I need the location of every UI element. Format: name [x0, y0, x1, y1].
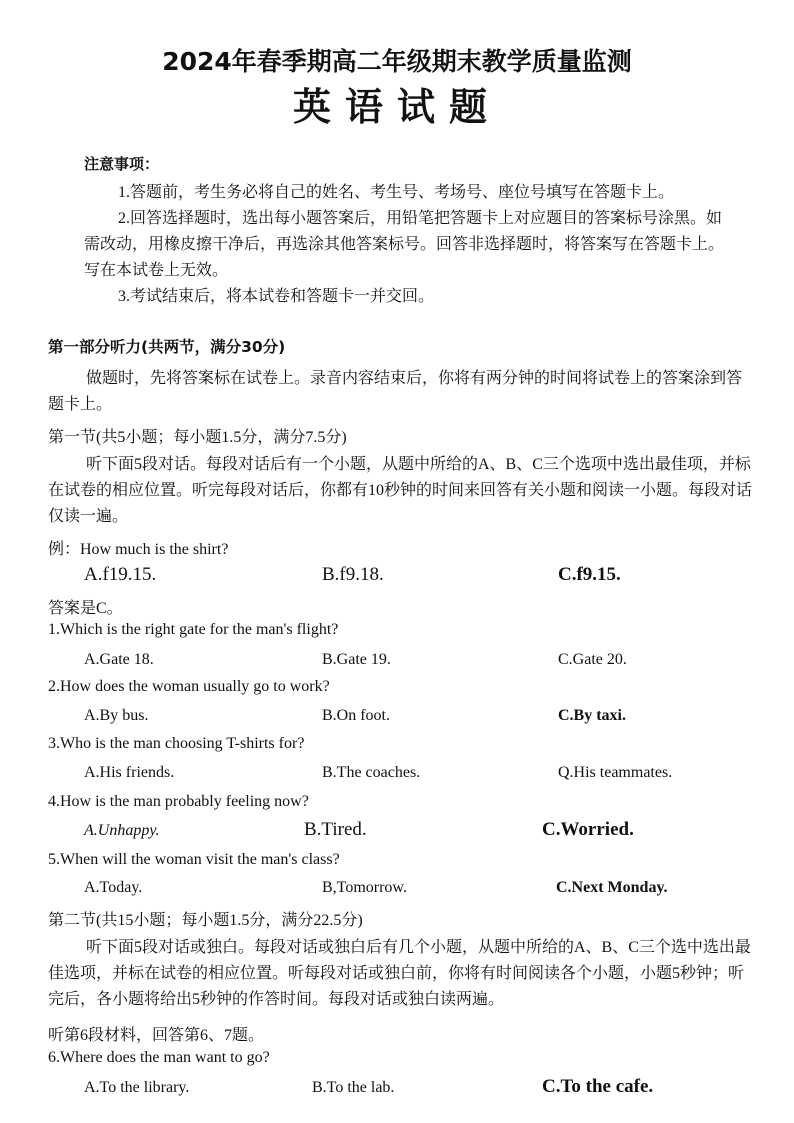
q2-option-a: A.By bus. [84, 707, 149, 724]
q1-option-c: C.Gate 20. [558, 651, 627, 668]
notice-heading: 注意事项： [84, 155, 160, 173]
q4-option-b: B.Tired. [304, 819, 367, 840]
q2-option-b: B.On foot. [322, 707, 390, 724]
exam-subject: 英语试题 [292, 85, 501, 129]
material-6-note: 听第6段材料，回答第6、7题。 [48, 1027, 265, 1044]
question-4: 4.How is the man probably feeling now? [48, 793, 309, 810]
q2-option-c: C.By taxi. [558, 707, 626, 724]
part1-intro: 做题时，先将答案标在试卷上。录音内容结束后，你将有两分钟的时间将试卷上的答案涂到答题卡上。 [48, 370, 743, 413]
q3-option-a: A.His friends. [84, 764, 175, 781]
part1-heading: 第一部分听力(共两节，满分30分) [48, 338, 286, 356]
example-option-c: C.f9.15. [558, 564, 621, 585]
exam-title: 2024年春季期高二年级期末教学质量监测 [162, 47, 632, 76]
example-answer: 答案是C。 [48, 600, 123, 617]
q5-option-a: A.Today. [84, 879, 143, 896]
question-6: 6.Where does the man want to go? [48, 1049, 270, 1066]
example-option-b: B.f9.18. [322, 564, 384, 585]
example-question: 例：How much is the shirt? [48, 541, 229, 558]
q6-option-c: C.To the cafe. [542, 1076, 654, 1097]
q1-option-a: A.Gate 18. [84, 651, 154, 668]
section1-intro: 听下面5段对话。每段对话后有一个小题，从题中所给的A、B、C三个选项中选出最佳项，并标在试卷的相应位置。听完每段对话后，你都有10秒钟的时间来回答有关小题和阅读一小题。每段对话仅读一遍。 [48, 456, 753, 525]
q4-option-a: A.Unhappy. [84, 822, 160, 839]
question-1: 1.Which is the right gate for the man's flight? [48, 621, 339, 638]
q5-option-c: C.Next Monday. [556, 879, 668, 896]
q4-option-c: C.Worried. [542, 819, 634, 840]
q3-option-b: B.The coaches. [322, 764, 421, 781]
notice-item-3: 3.考试结束后，将本试卷和答题卡一并交回。 [118, 288, 435, 305]
q5-option-b: B,Tomorrow. [322, 879, 407, 896]
section2-intro: 听下面5段对话或独白。每段对话或独白后有几个小题，从题中所给的A、B、C三个选中选出最佳选项，并标在试卷的相应位置。听每段对话或独白前，你将有时间阅读各个小题，小题5秒钟；听完后，各小题将给出5秒钟的作答时间。每段对话或独白读两遍。 [48, 939, 751, 1008]
q3-option-c: Q.His teammates. [558, 764, 673, 781]
question-2: 2.How does the woman usually go to work? [48, 678, 330, 695]
q6-option-a: A.To the library. [84, 1079, 190, 1096]
notice-item-1: 1.答题前，考生务必将自己的姓名、考生号、考场号、座位号填写在答题卡上。 [118, 184, 675, 201]
q6-option-b: B.To the lab. [312, 1079, 395, 1096]
q1-option-b: B.Gate 19. [322, 651, 391, 668]
question-3: 3.Who is the man choosing T-shirts for? [48, 735, 305, 752]
question-5: 5.When will the woman visit the man's class? [48, 851, 340, 868]
section1-heading: 第一节(共5小题；每小题1.5分，满分7.5分) [48, 429, 347, 446]
section2-heading: 第二节(共15小题；每小题1.5分，满分22.5分) [48, 912, 363, 929]
example-option-a: A.f19.15. [84, 564, 157, 585]
notice-item-2: 2.回答选择题时，选出每小题答案后，用铅笔把答题卡上对应题目的答案标号涂黑。如需改动，用橡皮擦干净后，再选涂其他答案标号。回答非选择题时，将答案写在答题卡上。写在本试卷上无效。 [84, 210, 725, 279]
